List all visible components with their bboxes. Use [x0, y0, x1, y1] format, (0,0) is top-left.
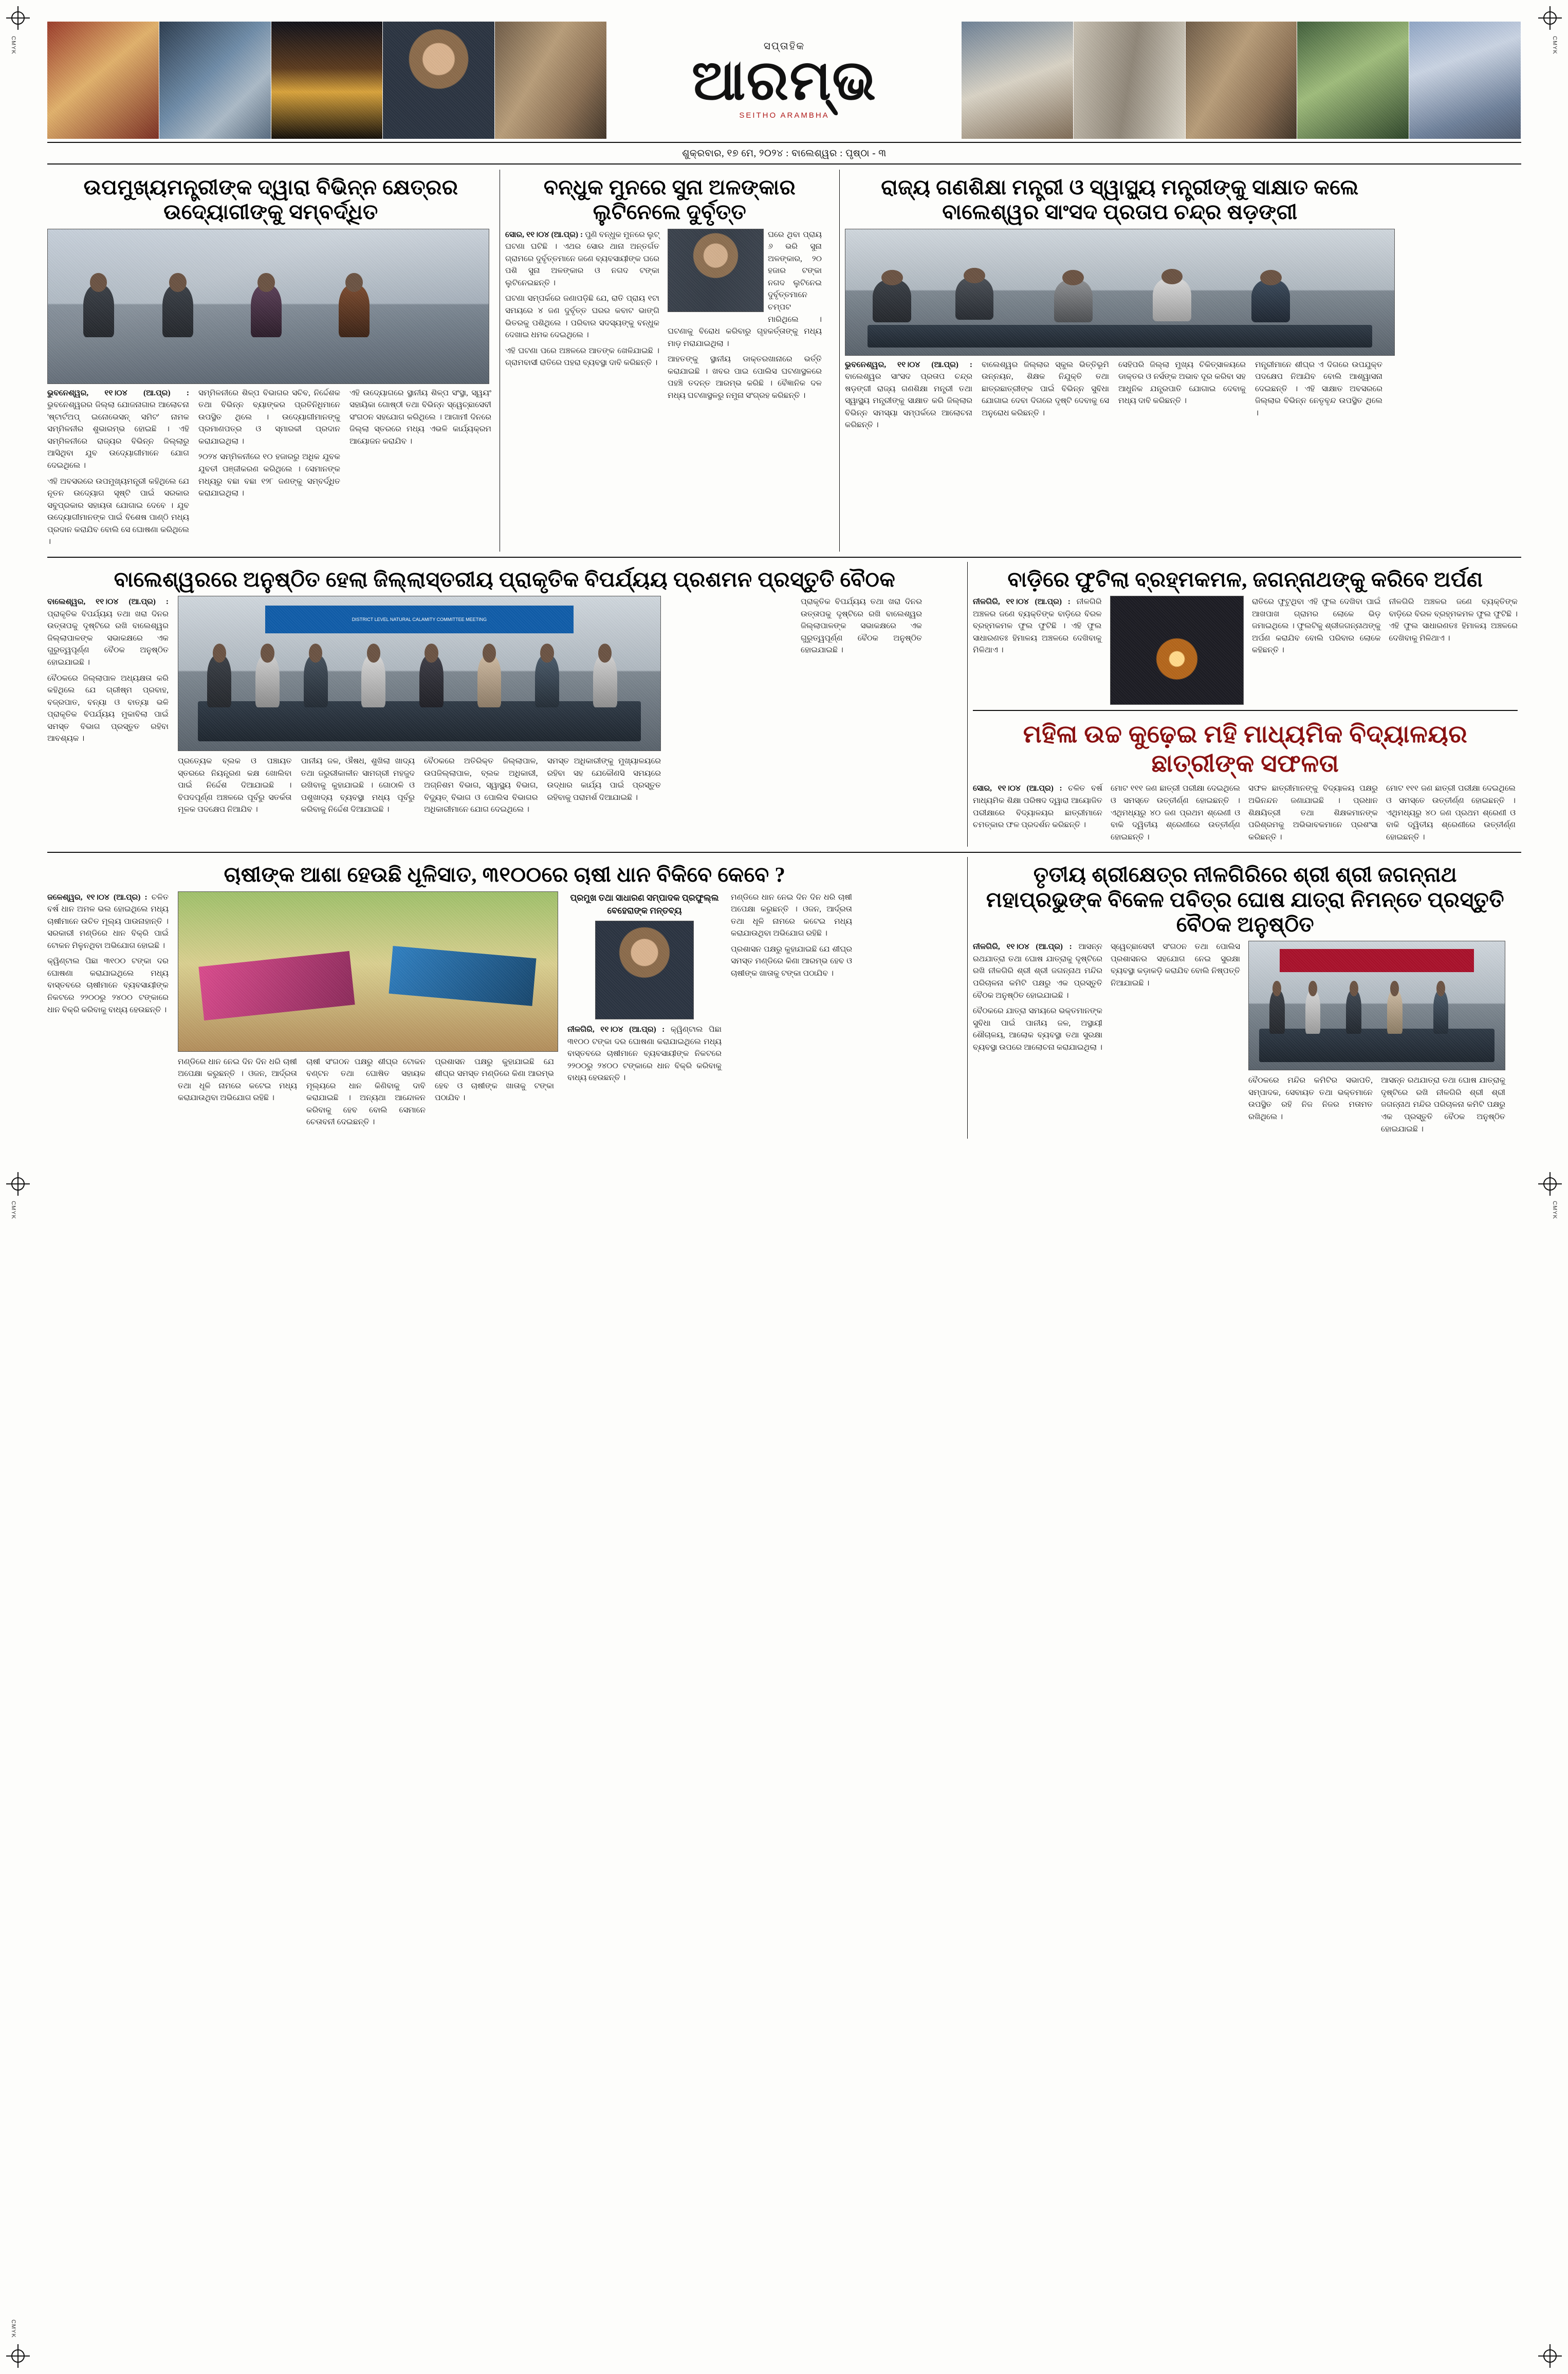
paddy-drying-photo: [178, 891, 558, 1052]
article-6-dateline: ସୋର, ୧୧।୦୪ (ଆ.ପ୍ର) :: [973, 784, 1062, 793]
article-1-para-3: ସମ୍ମିଳନୀରେ ଶିଳ୍ପ ବିଭାଗର ସଚିବ, ନିର୍ଦ୍ଦେଶକ ତଥା ବିଭିନ୍ନ ବ୍ୟାଙ୍କର ପ୍ରତିନିଧିମାନେ ଉପସ୍ଥିତ ଥିଲେ । ଉଦ୍ୟୋଗୀମାନଙ୍କୁ ପ୍ରମାଣପତ୍ର ଓ ସ୍ମାରକୀ ପ୍ରଦାନ କରାଯାଇଥିଲା ।: [198, 388, 340, 446]
masthead-photo-strip-left: [47, 22, 607, 139]
article-2-headline: ବନ୍ଧୁକ ମୁନରେ ସୁନା ଅଳଙ୍କାର ଲୁଟିନେଲେ ଦୁର୍ବୃତ୍ତ: [543, 175, 796, 224]
registration-mark-mid-left: [6, 1172, 30, 1196]
article-5: [973, 567, 1518, 705]
article-2-para-4: ଆହତଙ୍କୁ ସ୍ଥାନୀୟ ଡାକ୍ତରଖାନାରେ ଭର୍ତ୍ତି କରାଯାଇଛି । ଖବର ପାଇ ପୋଲିସ ଘଟଣାସ୍ଥଳରେ ପହଞ୍ଚି ତଦନ୍ତ ଆରମ୍ଭ କରିଛି । ବୈଜ୍ଞାନିକ ଦଳ ମଧ୍ୟ ଘଟଣାସ୍ଥଳରୁ ନମୁନା ସଂଗ୍ରହ କରିଛନ୍ତି ।: [668, 355, 822, 400]
article-4-para-2: ବୈଠକରେ ଜିଲ୍ଲାପାଳ ଅଧ୍ୟକ୍ଷତା କରି କହିଥିଲେ ଯେ ଗ୍ରୀଷ୍ମ ପ୍ରବାହ, ବଜ୍ରପାତ, ବନ୍ୟା ଓ ବାତ୍ୟା ଭଳି ପ୍ରାକୃତିକ ବିପର୍ଯ୍ୟୟ ମୁକାବିଲା ପାଇଁ ସମସ୍ତ ବିଭାଗ ପ୍ରସ୍ତୁତ ରହିବା ଆବଶ୍ୟକ ।: [47, 673, 169, 743]
minister-meeting-photo: [845, 229, 1395, 356]
article-2-para-2: ଘଟଣା ସମ୍ପର୍କରେ ଜଣାପଡ଼ିଛି ଯେ, ରାତି ପ୍ରାୟ ୧ଟା ସମୟରେ ୪ ଜଣ ଦୁର୍ବୃତ୍ତ ଘରର କବାଟ ଭାଙ୍ଗି ଭିତରକୁ ପଶିଥିଲେ । ପରିବାର ସଦସ୍ୟଙ୍କୁ ବନ୍ଧୁକ ଦେଖାଇ ଧମକ ଦେଇଥିଲେ ।: [505, 294, 659, 340]
cmyk-mark-mid-left: CMYK: [10, 1201, 16, 1219]
article-5-para-1-cont: ନୀଳଗିରି ଅଞ୍ଚଳର ଜଣେ ବ୍ୟକ୍ତିଙ୍କ ବାଡ଼ିରେ ବିରଳ ବ୍ରହ୍ମକମଳ ଫୁଲ ଫୁଟିଛି । ଏହି ଫୁଲ ସାଧାରଣତଃ ହିମାଳୟ ଅଞ୍ଚଳରେ ଦେଖିବାକୁ ମିଳିଥାଏ ।: [1389, 597, 1518, 643]
registration-mark-bottom-right: [1538, 2344, 1562, 2368]
masthead-photo-beach: [47, 22, 159, 139]
article-8-para-3: ସ୍ୱେଚ୍ଛାସେବୀ ସଂଗଠନ ତଥା ପୋଲିସ ପ୍ରଶାସନର ସହଯୋଗ ନେଇ ସୁରକ୍ଷା ବ୍ୟବସ୍ଥା କଡ଼ାକଡ଼ି କରାଯିବ ବୋଲି ନିଷ୍ପତ୍ତି ନିଆଯାଇଛି ।: [1111, 942, 1240, 988]
column-divider-4: [967, 857, 968, 1139]
middle-section: [47, 557, 1521, 847]
temple-committee-meeting-photo: [1248, 941, 1505, 1070]
article-6-para-2-cont: ମୋଟ ୧୧୧ ଜଣ ଛାତ୍ରୀ ପରୀକ୍ଷା ଦେଇଥିଲେ ଓ ସମସ୍ତେ ଉତ୍ତୀର୍ଣ୍ଣ ହୋଇଛନ୍ତି । ଏଥିମଧ୍ୟରୁ ୪୦ ଜଣ ପ୍ରଥମ ଶ୍ରେଣୀ ଓ ବାକି ଦ୍ୱିତୀୟ ଶ୍ରେଣୀରେ ଉତ୍ତୀର୍ଣ୍ଣ ହୋଇଛନ୍ତି ।: [1386, 784, 1516, 842]
district-calamity-meeting-photo: [178, 596, 661, 751]
article-7-para-3: ମଣ୍ଡିରେ ଧାନ ନେଇ ଦିନ ଦିନ ଧରି ଚାଷୀ ଅପେକ୍ଷା କରୁଛନ୍ତି । ଓଜନ, ଆର୍ଦ୍ରତା ତଥା ଧୂଳି ନାମରେ କଟେଇ ମଧ୍ୟ କରାଯାଉଥିବା ଅଭିଯୋଗ ରହିଛି ।: [178, 1057, 297, 1103]
top-section: [47, 170, 1521, 552]
article-1-para-2: ଏହି ଅବସରରେ ଉପମୁଖ୍ୟମନ୍ତ୍ରୀ କହିଥିଲେ ଯେ ନୂତନ ଉଦ୍ୟୋଗ ସୃଷ୍ଟି ପାଇଁ ସରକାର ସବୁପ୍ରକାର ସହାୟତା ଯୋଗାଇ ଦେବେ । ଯୁବ ଉଦ୍ୟୋଗୀମାନଙ୍କ ପାଇଁ ବିଶେଷ ପାଣ୍ଠି ମଧ୍ୟ ପ୍ରଦାନ କରାଯିବ ବୋଲି ସେ ଘୋଷଣା କରିଥିଲେ ।: [47, 477, 189, 546]
article-7-para-2: କ୍ୱିଣ୍ଟାଲ ପିଛା ୩୧୦୦ ଟଙ୍କା ଦର ଘୋଷଣା କରାଯାଇଥିଲେ ମଧ୍ୟ ବାସ୍ତବରେ ଚାଷୀମାନେ ବ୍ୟବସାୟୀଙ୍କ ନିକଟରେ ୨୨୦୦ରୁ ୨୪୦୦ ଟଙ୍କାରେ ଧାନ ବିକ୍ରି କରିବାକୁ ବାଧ୍ୟ ହେଉଛନ୍ତି ।: [47, 957, 169, 1014]
masthead-photo-nature: [1297, 22, 1409, 139]
article-7-para-4: ଚାଷୀ ସଂଗଠନ ପକ୍ଷରୁ ଶୀଘ୍ର ଟୋକନ ବଣ୍ଟନ ତଥା ଘୋଷିତ ସହାୟକ ମୂଲ୍ୟରେ ଧାନ କିଣିବାକୁ ଦାବି କରାଯାଇଛି । ଅନ୍ୟଥା ଆନ୍ଦୋଳନ କରିବାକୁ ହେବ ବୋଲି ସେମାନେ ଚେତାବନୀ ଦେଇଛନ୍ତି ।: [306, 1057, 426, 1127]
article-4-para-3: ପ୍ରତ୍ୟେକ ବ୍ଲକ ଓ ପଞ୍ଚାୟତ ସ୍ତରରେ ନିୟନ୍ତ୍ରଣ କକ୍ଷ ଖୋଲିବା ପାଇଁ ନିର୍ଦ୍ଦେଶ ଦିଆଯାଇଛି । ବିପଦପୂର୍ଣ୍ଣ ଅଞ୍ଚଳରେ ପୂର୍ବରୁ ସତର୍କତା ମୂଳକ ପଦକ୍ଷେପ ନିଆଯିବ ।: [178, 757, 292, 814]
article-5-para-2: ରାତିରେ ଫୁଟୁଥିବା ଏହି ଫୁଲ ଦେଖିବା ପାଇଁ ଆଖପାଖ ଗ୍ରାମର ଲୋକେ ଭିଡ଼ ଜମାଇଥିଲେ । ଫୁଲଟିକୁ ଶ୍ରୀଜଗନ୍ନାଥଙ୍କୁ ଅର୍ପଣ କରାଯିବ ବୋଲି ପରିବାର ଲୋକେ କହିଛନ୍ତି ।: [1251, 597, 1381, 655]
registration-mark-top-right: [1538, 6, 1562, 30]
right-middle-column: [973, 562, 1518, 847]
cmyk-mark-mid-right: CMYK: [1552, 1201, 1558, 1219]
masthead-photo-leader-1: [383, 22, 495, 139]
article-4-para-1: ପ୍ରାକୃତିକ ବିପର୍ଯ୍ୟୟ ତଥା ଖରା ଦିନର ଉତ୍ତାପକୁ ଦୃଷ୍ଟିରେ ରଖି ବାଲେଶ୍ୱର ଜିଲ୍ଲାପାଳଙ୍କ ସଭାକକ୍ଷରେ ଏକ ଗୁରୁତ୍ୱପୂର୍ଣ୍ଣ ବୈଠକ ଅନୁଷ୍ଠିତ ହୋଇଯାଇଛି ।: [47, 609, 169, 667]
article-1-headline: ଉପମୁଖ୍ୟମନ୍ତ୍ରୀଙ୍କ ଦ୍ୱାରା ବିଭିନ୍ନ କ୍ଷେତ୍ରର ଉଦ୍ୟୋଗୀଙ୍କୁ ସମ୍ବର୍ଦ୍ଧିତ: [83, 175, 458, 224]
registration-mark-mid-right: [1538, 1172, 1562, 1196]
article-4-headline: ବାଲେଶ୍ୱରରେ ଅନୁଷ୍ଠିତ ହେଲା ଜିଲ୍ଲାସ୍ତରୀୟ ପ୍ରାକୃତିକ ବିପର୍ଯ୍ୟୟ ପ୍ରଶମନ ପ୍ରସ୍ତୁତି ବୈଠକ: [114, 567, 896, 591]
cmyk-mark-top-left: CMYK: [10, 36, 16, 54]
article-7-inset-caption: ପ୍ରମୁଖ ତଥା ସାଧାରଣ ସମ୍ପାଦକ ପ୍ରଫୁଲ୍ଲ ବେହେରାଙ୍କ ମନ୍ତବ୍ୟ: [570, 892, 719, 916]
article-1-para-5: ଏହି ଉଦ୍ୟୋଗରେ ସ୍ଥାନୀୟ ଶିଳ୍ପ ସଂସ୍ଥା, ସ୍ୱୟଂ ସହାୟିକା ଗୋଷ୍ଠୀ ତଥା ବିଭିନ୍ନ ସ୍ୱେଚ୍ଛାସେବୀ ସଂଗଠନ ସହଯୋଗ କରିଥିଲେ । ଆଗାମୀ ଦିନରେ ଜିଲ୍ଲା ସ୍ତରରେ ମଧ୍ୟ ଏଭଳି କାର୍ଯ୍ୟକ୍ରମ ଆୟୋଜନ କରାଯିବ ।: [349, 388, 491, 446]
masthead-pre-title: ସପ୍ତାହିକ: [763, 41, 805, 52]
article-7-para-5: ପ୍ରଶାସନ ପକ୍ଷରୁ କୁହାଯାଇଛି ଯେ ଶୀଘ୍ର ସମସ୍ତ ମଣ୍ଡିରେ କିଣା ଆରମ୍ଭ ହେବ ଓ ଚାଷୀଙ୍କ ଖାତାକୁ ଟଙ୍କା ପଠାଯିବ ।: [435, 1057, 554, 1103]
article-3-dateline: ଭୁବନେଶ୍ୱର, ୧୧।୦୪ (ଆ.ପ୍ର) :: [845, 360, 972, 369]
article-8-para-1: ଆସନ୍ନ ରଥଯାତ୍ରା ତଥା ଘୋଷ ଯାତ୍ରାକୁ ଦୃଷ୍ଟିରେ ରଖି ନୀଳଗିରି ଶ୍ରୀ ଶ୍ରୀ ଜଗନ୍ନାଥ ମନ୍ଦିର ପରିଚାଳନା କମିଟି ପକ୍ଷରୁ ଏକ ପ୍ରସ୍ତୁତି ବୈଠକ ଅନୁଷ୍ଠିତ ହୋଇଯାଇଛି ।: [973, 942, 1102, 1000]
masthead-photo-river: [1409, 22, 1521, 139]
masthead-photo-deity: [271, 22, 383, 139]
article-7-para-5-cont: ପ୍ରଶାସନ ପକ୍ଷରୁ କୁହାଯାଇଛି ଯେ ଶୀଘ୍ର ସମସ୍ତ ମଣ୍ଡିରେ କିଣା ଆରମ୍ଭ ହେବ ଓ ଚାଷୀଙ୍କ ଖାତାକୁ ଟଙ୍କା ପଠାଯିବ ।: [731, 944, 852, 978]
brahmakamala-flower-photo: [1110, 596, 1244, 705]
cmyk-mark-bottom-left: CMYK: [10, 2320, 16, 2338]
article-4-dateline: ବାଲେଶ୍ୱର, ୧୧।୦୪ (ଆ.ପ୍ର) :: [47, 597, 169, 607]
article-2-body: [505, 229, 834, 406]
article-7-para-1: ଚଳିତ ବର୍ଷ ଧାନ ଅମଳ ଭଲ ହୋଇଥିଲେ ମଧ୍ୟ ଚାଷୀମାନେ ଉଚିତ ମୂଲ୍ୟ ପାଉନାହାନ୍ତି । ସରକାରୀ ମଣ୍ଡିରେ ଧାନ ବିକ୍ରି ପାଇଁ ଟୋକନ ମିଳୁନଥିବା ଅଭିଯୋଗ ହୋଇଛି ।: [47, 892, 169, 950]
article-1-dateline: ଭୁବନେଶ୍ୱର, ୧୧।୦୪ (ଆ.ପ୍ର) :: [47, 388, 189, 397]
article-1-para-1: ଭୁବନେଶ୍ୱରର ଜିଲ୍ଲା ଯୋଜନାଗାର ଆଲୋଚନା 'ଷ୍ଟାର୍ଟଅପ୍‌ ଇନୋଭେସନ୍‌ ସମିଟ' ନାମକ ସମ୍ମିଳନୀର ଶୁଭାରମ୍ଭ ହୋଇଛି । ଏହି ସମ୍ମିଳନୀରେ ରାଜ୍ୟର ବିଭିନ୍ନ ଜିଲ୍ଲାରୁ ଆସିଥିବା ଯୁବ ଉଦ୍ୟୋଗୀମାନେ ଯୋଗ ଦେଇଥିଲେ ।: [47, 400, 189, 470]
masthead-photo-strip-right: [962, 22, 1521, 139]
article-3-para-3: ସେହିପରି ଜିଲ୍ଲା ମୁଖ୍ୟ ଚିକିତ୍ସାଳୟରେ ଡାକ୍ତର ଓ ନର୍ସଙ୍କ ଅଭାବ ଦୂର କରିବା ସହ ଆଧୁନିକ ଯନ୍ତ୍ରପାତି ଯୋଗାଇ ଦେବାକୁ ମଧ୍ୟ ଦାବି କରିଛନ୍ତି ।: [1118, 360, 1246, 406]
article-5-para-1: ନୀଳଗିରି ଅଞ୍ଚଳର ଜଣେ ବ୍ୟକ୍ତିଙ୍କ ବାଡ଼ିରେ ବିରଳ ବ୍ରହ୍ମକମଳ ଫୁଲ ଫୁଟିଛି । ଏହି ଫୁଲ ସାଧାରଣତଃ ହିମାଳୟ ଅଞ୍ଚଳରେ ଦେଖିବାକୁ ମିଳିଥାଏ ।: [973, 597, 1102, 655]
article-7-para-3-cont: ମଣ୍ଡିରେ ଧାନ ନେଇ ଦିନ ଦିନ ଧରି ଚାଷୀ ଅପେକ୍ଷା କରୁଛନ୍ତି । ଓଜନ, ଆର୍ଦ୍ରତା ତଥା ଧୂଳି ନାମରେ କଟେଇ ମଧ୍ୟ କରାଯାଉଥିବା ଅଭିଯୋଗ ରହିଛି ।: [731, 892, 852, 938]
meeting-banner-text: DISTRICT LEVEL NATURAL CALAMITY COMMITTEE MEETING: [265, 606, 574, 633]
cmyk-mark-top-right: CMYK: [1552, 36, 1558, 54]
article-4-para-5: ବୈଠକରେ ଅତିରିକ୍ତ ଜିଲ୍ଲାପାଳ, ଉପଜିଲ୍ଲାପାଳ, ବ୍ଲକ ଅଧିକାରୀ, ଅଗ୍ନିଶମ ବିଭାଗ, ସ୍ୱାସ୍ଥ୍ୟ ବିଭାଗ, ବିଦ୍ୟୁତ୍‌ ବିଭାଗ ଓ ପୋଲିସ ବିଭାଗର ଅଧିକାରୀମାନେ ଯୋଗ ଦେଇଥିଲେ ।: [424, 757, 538, 814]
article-3-para-1: ବାଲେଶ୍ୱର ସାଂସଦ ପ୍ରତାପ ଚନ୍ଦ୍ର ଷଡ଼ଙ୍ଗୀ ରାଜ୍ୟ ଗଣଶିକ୍ଷା ମନ୍ତ୍ରୀ ତଥା ସ୍ୱାସ୍ଥ୍ୟ ମନ୍ତ୍ରୀଙ୍କୁ ସାକ୍ଷାତ କରି ଜିଲ୍ଲାର ବିଭିନ୍ନ ସମସ୍ୟା ସମ୍ପର୍କରେ ଆଲୋଚନା କରିଛନ୍ତି ।: [845, 372, 972, 430]
article-6-para-3: ସଫଳ ଛାତ୍ରୀମାନଙ୍କୁ ବିଦ୍ୟାଳୟ ପକ୍ଷରୁ ଅଭିନନ୍ଦନ ଜଣାଯାଇଛି । ପ୍ରଧାନ ଶିକ୍ଷୟିତ୍ରୀ ତଥା ଶିକ୍ଷକମାନଙ୍କ ପରିଶ୍ରମକୁ ଅଭିଭାବକମାନେ ପ୍ରଶଂସା କରିଛନ୍ତି ।: [1248, 784, 1378, 842]
masthead-logo: ଆରମ୍ଭ: [691, 50, 877, 112]
article-6: [973, 710, 1518, 847]
article-8-headline: ତୃତୀୟ ଶ୍ରୀକ୍ଷେତ୍ର ନୀଳଗିରିରେ ଶ୍ରୀ ଶ୍ରୀ ଜଗନ୍ନାଥ ମହାପ୍ରଭୁଙ୍କ ବିକେଳ ପବିତ୍ର ଘୋଷ ଯାତ୍ରା ନିମନ୍ତେ ପ୍ରସ୍ତୁତି ବୈଠକ ଅନୁଷ୍ଠିତ: [986, 863, 1505, 936]
article-3-body: [845, 359, 1395, 435]
article-5-headline: ବାଡ଼ିରେ ଫୁଟିଲା ବ୍ରହ୍ମକମଳ, ଜଗନ୍ନାଥଙ୍କୁ କରିବେ ଅର୍ପଣ: [1007, 567, 1483, 591]
article-1-para-4: ୨୦୨୪ ସମ୍ମିଳନୀରେ ୧୦ ହଜାରରୁ ଅଧିକ ଯୁବକ ଯୁବତୀ ପଞ୍ଜୀକରଣ କରିଥିଲେ । ସେମାନଙ୍କ ମଧ୍ୟରୁ ବଛା ବଛା ୧୨୮ ଜଣଙ୍କୁ ସମ୍ବର୍ଦ୍ଧିତ କରାଯାଇଥିଲା ।: [198, 452, 340, 498]
registration-mark-top-left: [6, 6, 30, 30]
victim-photo: [668, 229, 764, 312]
masthead-photo-temple-3: [1186, 22, 1298, 139]
article-1: [47, 170, 494, 552]
article-8: [973, 857, 1518, 1139]
article-3: [845, 170, 1395, 552]
dateline: ଶୁକ୍ରବାର, ୧୭ ମେ, ୨୦୨୪ : ବାଲେଶ୍ୱର : ପୃଷ୍ଠା - ୩: [47, 142, 1521, 165]
article-7-headline: ଚାଷୀଙ୍କ ଆଶା ହେଉଛି ଧୂଳିସାତ, ୩୧୦୦ରେ ଚାଷୀ ଧାନ ବିକିବେ କେବେ ?: [224, 863, 786, 887]
article-2-para-1: ପୁଣି ବନ୍ଧୁକ ମୁନରେ ଲୁଟ୍‌ ଘଟଣା ଘଟିଛି । ଏଥର ସୋର ଥାନା ଅନ୍ତର୍ଗତ ଗ୍ରାମରେ ଦୁର୍ବୃତ୍ତମାନେ ଜଣେ ବ୍ୟବସାୟୀଙ୍କ ଘରେ ପଶି ସୁନା ଅଳଙ୍କାର ଓ ନଗଦ ଟଙ୍କା ଲୁଟିନେଇଛନ୍ତି ।: [505, 230, 659, 287]
article-2-para-3: ଘରେ ଥିବା ପ୍ରାୟ ୬ ଭରି ସୁନା ଅଳଙ୍କାର, ୨୦ ହଜାର ଟଙ୍କା ନଗଦ ଲୁଟିନେଇ ଦୁର୍ବୃତ୍ତମାନେ ଚମ୍ପଟ ମାରିଥିଲେ । ଘଟଣାକୁ ବିରୋଧ କରିବାରୁ ଗୃହକର୍ତ୍ତାଙ୍କୁ ମଧ୍ୟ ମାଡ଼ ମରାଯାଇଥିଲା ।: [668, 230, 822, 348]
article-2-dateline: ସୋର, ୧୧।୦୪ (ଆ.ପ୍ର) :: [505, 230, 583, 239]
article-6-para-1: ଚଳିତ ବର୍ଷ ମାଧ୍ୟମିକ ଶିକ୍ଷା ପରିଷଦ ଦ୍ୱାରା ଆୟୋଜିତ ପରୀକ୍ଷାରେ ବିଦ୍ୟାଳୟର ଛାତ୍ରୀମାନେ ଚମତ୍କାର ଫଳ ପ୍ରଦର୍ଶନ କରିଛନ୍ତି ।: [973, 784, 1102, 830]
registration-mark-bottom-left: [6, 2344, 30, 2368]
article-6-para-2: ମୋଟ ୧୧୧ ଜଣ ଛାତ୍ରୀ ପରୀକ୍ଷା ଦେଇଥିଲେ ଓ ସମସ୍ତେ ଉତ୍ତୀର୍ଣ୍ଣ ହୋଇଛନ୍ତି । ଏଥିମଧ୍ୟରୁ ୪୦ ଜଣ ପ୍ରଥମ ଶ୍ରେଣୀ ଓ ବାକି ଦ୍ୱିତୀୟ ଶ୍ରେଣୀରେ ଉତ୍ତୀର୍ଣ୍ଣ ହୋଇଛନ୍ତି ।: [1111, 784, 1240, 842]
masthead-photo-temple-1: [962, 22, 1074, 139]
bottom-section: [47, 852, 1521, 1139]
article-6-headline: ମହିଳା ଉଚ୍ଚ କୁଢ଼େଇ ମହି ମାଧ୍ୟମିକ ବିଦ୍ୟାଳୟର ଛାତ୍ରୀଙ୍କ ସଫଳତା: [1023, 721, 1468, 777]
article-4: [47, 562, 962, 847]
masthead-tagline: SEITHO ARAMBHA: [739, 111, 829, 120]
column-divider-3: [967, 562, 968, 847]
article-4-body: [47, 596, 962, 819]
conference-award-photo: [47, 229, 489, 384]
page-content: [47, 22, 1521, 2350]
masthead-photo-leader-2: [495, 22, 607, 139]
article-3-para-2: ବାଲେଶ୍ୱର ଜିଲ୍ଲାର ସ୍କୁଲ ଭିତ୍ତିଭୂମି ଉନ୍ନୟନ, ଶିକ୍ଷକ ନିଯୁକ୍ତି ତଥା ଛାତ୍ରଛାତ୍ରୀଙ୍କ ପାଇଁ ବିଭିନ୍ନ ସୁବିଧା ଯୋଗାଇ ଦେବା ଦିଗରେ ଦୃଷ୍ଟି ଦେବାକୁ ସେ ଅନୁରୋଧ କରିଛନ୍ତି ।: [982, 360, 1109, 417]
article-7-para-2-cont: କ୍ୱିଣ୍ଟାଲ ପିଛା ୩୧୦୦ ଟଙ୍କା ଦର ଘୋଷଣା କରାଯାଇଥିଲେ ମଧ୍ୟ ବାସ୍ତବରେ ଚାଷୀମାନେ ବ୍ୟବସାୟୀଙ୍କ ନିକଟରେ ୨୨୦୦ରୁ ୨୪୦୦ ଟଙ୍କାରେ ଧାନ ବିକ୍ରି କରିବାକୁ ବାଧ୍ୟ ହେଉଛନ୍ତି ।: [567, 1025, 722, 1083]
article-4-para-6: ସମସ୍ତ ଅଧିକାରୀଙ୍କୁ ମୁଖ୍ୟାଳୟରେ ରହିବା ସହ ଯେକୌଣସି ସମୟରେ ଉଦ୍ଧାର କାର୍ଯ୍ୟ ପାଇଁ ପ୍ରସ୍ତୁତ ରହିବାକୁ ପରାମର୍ଶ ଦିଆଯାଇଛି ।: [547, 757, 661, 802]
article-7-dateline: ଜଳେଶ୍ୱର, ୧୧।୦୪ (ଆ.ପ୍ର) :: [47, 892, 147, 902]
article-8-para-2: ବୈଠକରେ ଯାତ୍ରା ସମୟରେ ଭକ୍ତମାନଙ୍କ ସୁବିଧା ପାଇଁ ପାନୀୟ ଜଳ, ଅସ୍ଥାୟୀ ଶୌଚାଳୟ, ଆଲୋକ ବ୍ୟବସ୍ଥା ତଥା ସୁରକ୍ଷା ବ୍ୟବସ୍ଥା ଉପରେ ଆଲୋଚନା କରାଯାଇଥିଲା ।: [973, 1007, 1102, 1052]
article-1-body: [47, 387, 494, 552]
article-4-para-1-rep: ପ୍ରାକୃତିକ ବିପର୍ଯ୍ୟୟ ତଥା ଖରା ଦିନର ଉତ୍ତାପକୁ ଦୃଷ୍ଟିରେ ରଖି ବାଲେଶ୍ୱର ଜିଲ୍ଲାପାଳଙ୍କ ସଭାକକ୍ଷରେ ଏକ ଗୁରୁତ୍ୱପୂର୍ଣ୍ଣ ବୈଠକ ଅନୁଷ୍ଠିତ ହୋଇଯାଇଛି ।: [801, 597, 922, 655]
masthead-photo-temple-2: [1074, 22, 1186, 139]
masthead-title-block: [607, 22, 962, 139]
article-2-para-5: ଏହି ଘଟଣା ପରେ ଅଞ୍ଚଳରେ ଆତଙ୍କ ଖେଳିଯାଇଛି । ଗ୍ରାମବାସୀ ରାତିରେ ପହରା ବ୍ୟବସ୍ଥା ଦାବି କରିଛନ୍ତି ।: [505, 346, 659, 368]
article-5-dateline: ନୀଳଗିରି, ୧୧।୦୪ (ଆ.ପ୍ର) :: [973, 597, 1071, 607]
column-divider-2: [839, 170, 840, 552]
article-8-dateline: ନୀଳଗିରି, ୧୧।୦୪ (ଆ.ପ୍ର) :: [973, 942, 1072, 952]
article-8-para-1-cont: ଆସନ୍ନ ରଥଯାତ୍ରା ତଥା ଘୋଷ ଯାତ୍ରାକୁ ଦୃଷ୍ଟିରେ ରଖି ନୀଳଗିରି ଶ୍ରୀ ଶ୍ରୀ ଜଗନ୍ନାଥ ମନ୍ଦିର ପରିଚାଳନା କମିଟି ପକ୍ଷରୁ ଏକ ପ୍ରସ୍ତୁତି ବୈଠକ ଅନୁଷ୍ଠିତ ହୋଇଯାଇଛି ।: [1381, 1076, 1505, 1134]
article-7: [47, 857, 962, 1139]
masthead: [47, 22, 1521, 139]
article-3-para-4: ମନ୍ତ୍ରୀମାନେ ଶୀଘ୍ର ଏ ଦିଗରେ ଉପଯୁକ୍ତ ପଦକ୍ଷେପ ନିଆଯିବ ବୋଲି ଆଶ୍ୱାସନା ଦେଇଛନ୍ତି । ଏହି ସାକ୍ଷାତ ଅବସରରେ ଜିଲ୍ଲାର ବିଭିନ୍ନ ନେତୃବୃନ୍ଦ ଉପସ୍ଥିତ ଥିଲେ ।: [1255, 360, 1382, 417]
article-3-headline: ରାଜ୍ୟ ଗଣଶିକ୍ଷା ମନ୍ତ୍ରୀ ଓ ସ୍ୱାସ୍ଥ୍ୟ ମନ୍ତ୍ରୀଙ୍କୁ ସାକ୍ଷାତ କଲେ ବାଲେଶ୍ୱର ସାଂସଦ ପ୍ରତାପ ଚନ୍ଦ୍ର ଷଡ଼ଙ୍ଗୀ: [881, 175, 1359, 224]
article-7-sub-dateline: ନୀଳଗିରି, ୧୧।୦୪ (ଆ.ପ୍ର) :: [567, 1025, 665, 1034]
article-8-para-4: ବୈଠକରେ ମନ୍ଦିର କମିଟିର ସଭାପତି, ସମ୍ପାଦକ, ସେବାୟତ ତଥା ଭକ୍ତମାନେ ଉପସ୍ଥିତ ରହି ନିଜ ନିଜର ମତାମତ ରଖିଥିଲେ ।: [1248, 1076, 1373, 1121]
article-2: [505, 170, 834, 552]
article-4-para-4: ପାନୀୟ ଜଳ, ଔଷଧ, ଶୁଖିଲା ଖାଦ୍ୟ ତଥା ଜରୁରୀକାଳୀନ ସାମଗ୍ରୀ ମହଜୁଦ ରଖିବାକୁ କୁହାଯାଇଛି । ଗୋଠାଳି ଓ ପଶୁଖାଦ୍ୟ ବ୍ୟବସ୍ଥା ମଧ୍ୟ ପୂର୍ବରୁ କରିବାକୁ ନିର୍ଦ୍ଦେଶ ଦିଆଯାଇଛି ।: [301, 757, 415, 814]
masthead-photo-missile: [159, 22, 271, 139]
officer-portrait-photo: [595, 921, 694, 1019]
article-7-sidebar: [567, 891, 722, 1132]
